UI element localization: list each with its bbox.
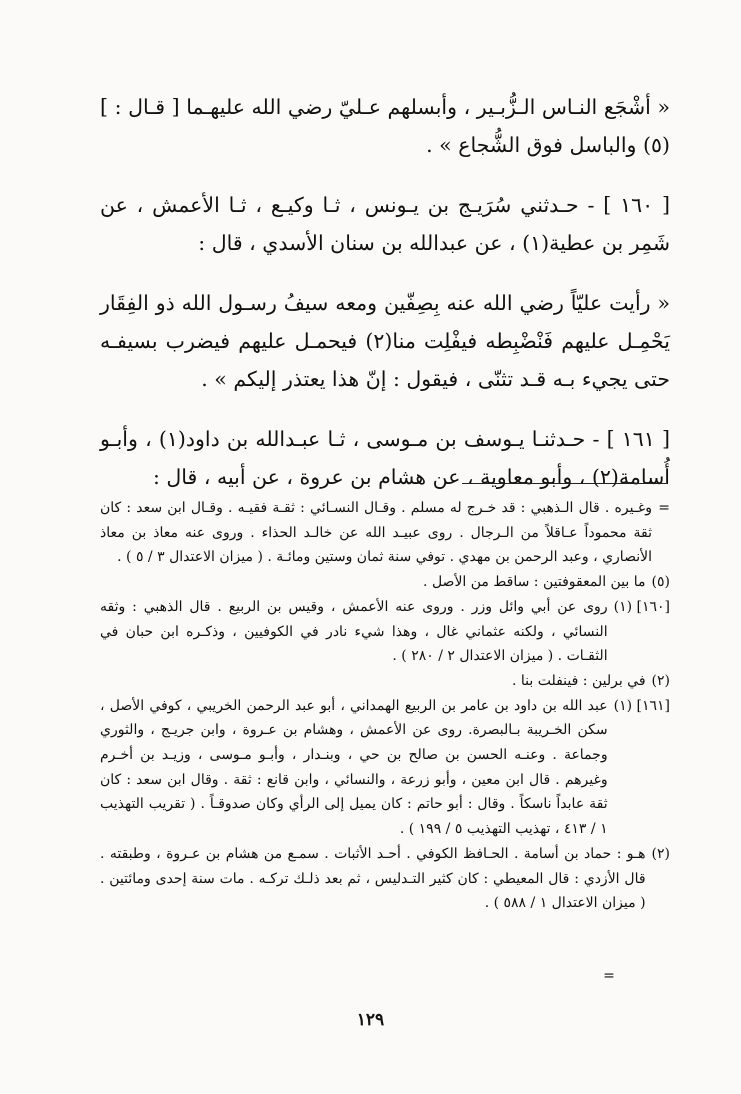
paragraph-hadith-160: [ ١٦٠ ] - حـدثني سُرَيـج بن يـونس ، ثـا وكيـع ، ثـا الأعمش ، عن شَمِر بن عطية(١) ، عن عبدالله بن سنان الأسدي ، قال :: [100, 193, 670, 255]
footnote: [100, 595, 670, 669]
footnote-text: عبد الله بن داود بن عامر بن الربيع الهمداني ، أبو عبد الرحمن الخريبي ، كوفي الأصل ، سكن الخـريبة بـالبصرة. روى عن الأعمش ، وهشام بن عـروة ، وابن جريـج ، والثوري وجماعة . وعنـه الحسن بن صالح بن حي ، وبنـدار ، وأبـو مـوسى ، وزيـد بن أخـرم وغيرهم . قال ابن معين ، وأبو زرعة ، والنسائي ، وابن قانع : ثقة . وقال ابن سعد : كان ثقة عابداً ناسكاً . وقال : أبو حاتم : كان يميل إلى الرأي وكان صدوقـاً . ( تقريب التهذيب ١ / ٤١٣ ، تهذيب التهذيب ٥ / ١٩٩ ) .: [100, 697, 608, 838]
footnote: [100, 694, 670, 842]
page-number: ١٢٩: [356, 1010, 385, 1030]
footnote-separator: [462, 483, 666, 484]
footnote-mark: (٥): [651, 574, 670, 591]
footnote-text: ما بين المعقوفتين : ساقط من الأصل .: [423, 574, 646, 591]
footnote-text: في برلين : فينفلت بنا .: [511, 672, 646, 689]
footnote: [100, 842, 670, 916]
footnote-mark: [١٦٠] (١): [613, 598, 670, 615]
footnote: [100, 570, 670, 595]
main-text: [100, 88, 670, 496]
footnote: [100, 496, 670, 570]
paragraph-quote-ali: « رأيت عليّاً رضي الله عنه بِصِفّين ومعه سيفُ رسـول الله ذو الفِقَار يَحْمِـل عليهم فَنْضْبِطه فيفْلِت منا(٢) فيحمـل عليهم فيضرب بسيفـه حتى يجيء بـه قـد تثنّى ، فيقول : إنّ هذا يعتذر إليكم » .: [100, 291, 670, 391]
footnote-mark: =: [658, 500, 670, 516]
paragraph-quote-zubair: « أشْجَع النـاس الـزُّبـير ، وأبسلهم عـليّ رضي الله عليهـما [ قـال : ](٥) والباسل فوق الشُّجاع » .: [100, 95, 670, 157]
footnote-text: وغـيره . قال الـذهبي : قد خـرج له مسلم . وقـال النسـائي : ثقـة فقيـه . وقـال ابن سعد : كان ثقة محموداً عـاقلاً من الـرجال . روى عبيـد الله عن خالـد الحذاء . وروى عنه معاذ بن معاذ الأنصاري ، وعبد الرحمن بن مهدي . توفي سنة ثمان وستين ومائـة . ( ميزان الاعتدال ٣ / ٥ ) .: [100, 500, 652, 566]
footnote: [100, 669, 670, 694]
footnote-mark: [١٦١] (١): [613, 697, 670, 714]
footnote-mark: (٢): [651, 672, 670, 689]
paragraph-hadith-161: [ ١٦١ ] - حـدثنـا يـوسف بن مـوسى ، ثـا عبـدالله بن داود(١) ، وأبـو أُسامة(٢) ، وأبو معاوية ، عن هشام بن عروة ، عن أبيه ، قال :: [100, 427, 670, 489]
footnotes: [100, 496, 670, 916]
footnote-mark: (٢): [651, 845, 670, 862]
footnote-text: روى عن أبي وائل وزر . وروى عنه الأعمش ، وقيس بن الربيع . قال الذهبي : وثقه النسائي ، ولكنه عثماني غال ، وهذا شيء نادر في الكوفيين ، وذكـره ابن حبان في الثقـات . ( ميزان الاعتدال ٢ / ٢٨٠ ) .: [100, 598, 608, 665]
footnote-text: هـو : حماد بن أسامة . الحـافظ الكوفي . أحـد الأثبات . سمـع من هشام بن عـروة ، وطبقته . قال الأزدي : قال المعيطي : كان كثير التـدليس ، ثم بعد ذلـك تركـه . مات سنة إحدى ومائتين . ( ميزان الاعتدال ١ / ٥٨٨ ) .: [100, 845, 646, 912]
continuation-mark: =: [603, 968, 615, 984]
